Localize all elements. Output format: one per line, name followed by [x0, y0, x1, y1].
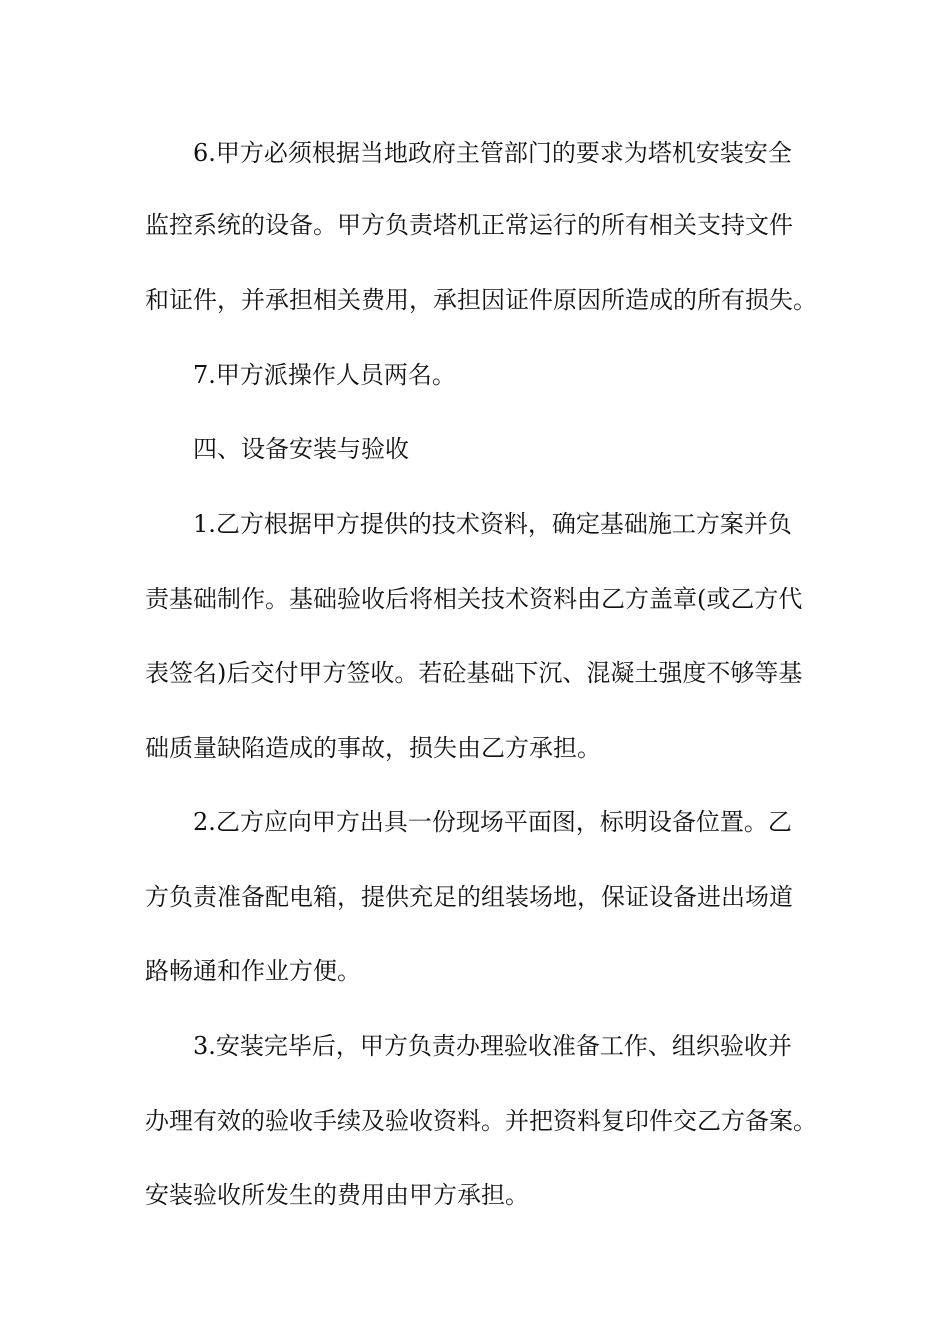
text-line: 方负责准备配电箱，提供充足的组装场地，保证设备进出场道 [145, 883, 793, 911]
section-heading: 四、设备安装与验收 [193, 435, 409, 463]
text-line: 办理有效的验收手续及验收资料。并把资料复印件交乙方备案。 [145, 1107, 817, 1135]
text-line: 责基础制作。基础验收后将相关技术资料由乙方盖章(或乙方代 [145, 585, 803, 613]
text-line: 1.乙方根据甲方提供的技术资料，确定基础施工方案并负 [193, 510, 792, 538]
text-line: 础质量缺陷造成的事故，损失由乙方承担。 [145, 734, 601, 762]
text-line: 2.乙方应向甲方出具一份现场平面图，标明设备位置。乙 [193, 808, 792, 836]
text-line: 和证件，并承担相关费用，承担因证件原因所造成的所有损失。 [145, 286, 817, 314]
text-line: 监控系统的设备。甲方负责塔机正常运行的所有相关支持文件 [145, 211, 793, 239]
text-line: 7.甲方派操作人员两名。 [193, 361, 456, 389]
text-line: 3.安装完毕后，甲方负责办理验收准备工作、组织验收并 [193, 1032, 792, 1060]
text-line: 路畅通和作业方便。 [145, 957, 361, 985]
text-line: 表签名)后交付甲方签收。若砼基础下沉、混凝土强度不够等基 [145, 659, 803, 687]
text-line: 6.甲方必须根据当地政府主管部门的要求为塔机安装安全 [193, 139, 792, 167]
text-line: 安装验收所发生的费用由甲方承担。 [145, 1181, 529, 1209]
